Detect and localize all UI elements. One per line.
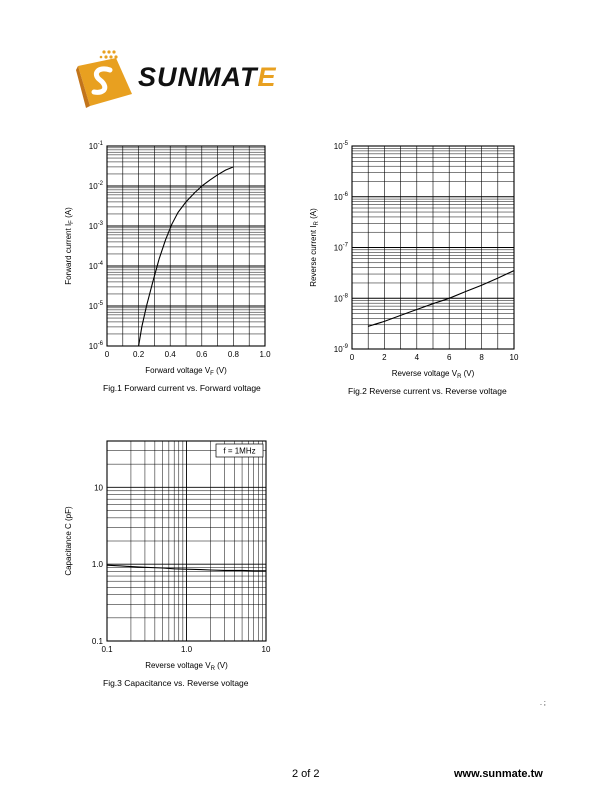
x-axis-label: Forward voltage $V_F$ (V): [145, 366, 227, 377]
y-tick-label: 10: [94, 483, 103, 493]
x-tick-label: 10: [509, 353, 519, 362]
x-tick-label: 1.0: [180, 645, 193, 654]
x-tick-label: 0.1: [101, 645, 113, 654]
logo: [76, 48, 276, 110]
x-tick-label: 0.6: [196, 350, 208, 359]
y-tick-label: 1.0: [91, 560, 103, 570]
y-tick-label: $10^{-8}$: [333, 293, 348, 304]
page-number: 2 of 2: [292, 768, 320, 780]
figure-caption: Fig.2 Reverse current vs. Reverse voltage: [348, 386, 507, 396]
x-tick-label: 0.2: [133, 350, 145, 359]
website-link[interactable]: www.sunmate.tw: [454, 768, 543, 780]
x-tick-label: 0: [104, 350, 110, 359]
x-axis-label: Reverse voltage $V_R$ (V): [391, 369, 475, 380]
x-tick-label: 2: [382, 353, 387, 362]
y-axis-label: Capacitance C (pF): [64, 506, 73, 576]
x-tick-label: 10: [261, 645, 271, 654]
y-tick-label: $10^{-2}$: [88, 181, 103, 191]
y-tick-label: 0.1: [91, 637, 103, 646]
brand-wordmark: [138, 62, 277, 93]
y-tick-label: $10^{-6}$: [333, 191, 348, 202]
figure-caption: Fig.1 Forward current vs. Forward voltage: [103, 383, 261, 393]
x-axis-label: Reverse voltage $V_R$ (V): [145, 661, 228, 672]
brand-text-last: E: [257, 62, 277, 92]
annotation-label: f = 1MHz: [223, 446, 256, 456]
x-tick-label: 4: [414, 353, 420, 362]
y-tick-label: $10^{-9}$: [333, 344, 348, 354]
x-tick-label: 0: [349, 353, 355, 362]
x-tick-label: 1.0: [259, 350, 271, 359]
chart-fig2: [305, 135, 545, 400]
brand-text: SUNMAT: [138, 62, 258, 92]
x-tick-label: 8: [479, 353, 484, 362]
y-axis-label: Reverse current $I_R$ (A): [309, 208, 320, 287]
footer-marker: . ;: [540, 700, 546, 707]
x-tick-label: 6: [446, 353, 452, 362]
figure-caption: Fig.3 Capacitance vs. Reverse voltage: [103, 678, 249, 688]
y-tick-label: $10^{-1}$: [88, 141, 103, 151]
y-tick-label: $10^{-6}$: [88, 341, 103, 351]
y-tick-label: $10^{-4}$: [88, 261, 103, 271]
y-tick-label: $10^{-5}$: [88, 301, 103, 311]
logo-mark-icon: [76, 48, 134, 110]
x-tick-label: 0.8: [227, 350, 239, 359]
chart-fig3: [60, 432, 300, 702]
chart-fig1: [60, 135, 300, 400]
y-tick-label: $10^{-5}$: [333, 141, 348, 151]
x-tick-label: 0.4: [164, 350, 176, 359]
y-tick-label: $10^{-7}$: [333, 242, 348, 253]
y-axis-label: Forward current $I_F$ (A): [64, 207, 75, 285]
y-tick-label: $10^{-3}$: [88, 221, 103, 231]
